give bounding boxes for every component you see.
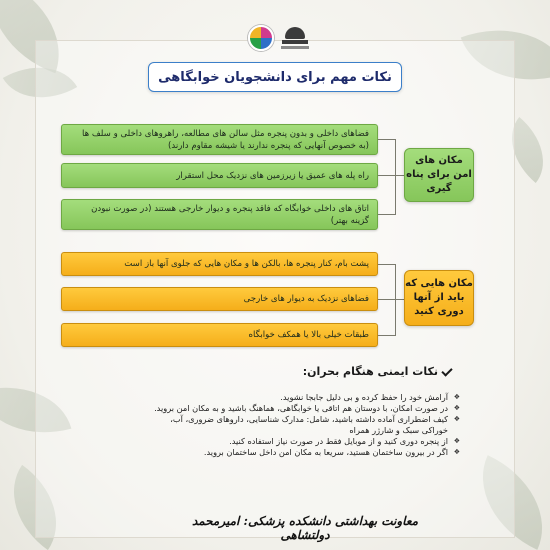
connector-line — [378, 175, 404, 176]
header-logos — [243, 22, 315, 54]
tip-item: ❖ اگر در بیرون ساختمان هستید، سریعا به مکان امن داخل ساختمان بروید. — [150, 447, 460, 458]
connector-line — [378, 335, 396, 336]
page-title: نکات مهم برای دانشجویان خوابگاهی — [148, 62, 402, 92]
connector-line — [378, 214, 396, 215]
safe-group-label: مکان های امن برای پناه گیری — [404, 148, 474, 202]
safe-item-text: فضاهای داخلی و بدون پنجره مثل سالن های مطالعه، راهروهای داخلی و سلف ها (به خصوص آنهایی که پنجره ندارند یا شیشه مقاوم دارند) — [82, 128, 369, 151]
connector-line — [378, 139, 396, 140]
safe-item — [61, 163, 378, 188]
safe-item-text: اتاق های داخلی خوابگاه که فاقد پنجره و دیوار خارجی هستند (در صورت نبودن گزینه بهتر) — [91, 203, 369, 226]
tips-list — [150, 392, 460, 458]
university-logo-icon — [280, 25, 310, 51]
safety-tips — [150, 365, 460, 458]
connector-line — [378, 299, 404, 300]
tip-item: ❖ در صورت امکان، با دوستان هم اتاقی یا خوابگاهی، هماهنگ باشید و به مکان امن بروید. — [150, 403, 460, 414]
connector-line — [395, 264, 396, 336]
safe-item-text: راه پله های عمیق یا زیرزمین های نزدیک محل استقرار — [176, 170, 369, 181]
health-logo-icon — [248, 25, 274, 51]
connector-line — [378, 264, 396, 265]
avoid-item-text: طبقات خیلی بالا یا همکف خوابگاه — [248, 330, 369, 340]
check-icon — [442, 367, 452, 377]
avoid-item — [61, 323, 378, 347]
safe-item — [61, 199, 378, 230]
avoid-item — [61, 287, 378, 311]
tips-heading: نکات ایمنی هنگام بحران: — [150, 365, 460, 378]
avoid-group-label: مکان هایی که باید از آنها دوری کنید — [404, 270, 474, 326]
avoid-item — [61, 252, 378, 276]
safe-item — [61, 124, 378, 155]
avoid-item-text: پشت بام، کنار پنجره ها، بالکن ها و مکان هایی که جلوی آنها باز است — [124, 259, 369, 269]
connector-line — [395, 139, 396, 215]
tip-item: ❖ آرامش خود را حفظ کرده و بی دلیل جابجا نشوید. — [150, 392, 460, 403]
avoid-item-text: فضاهای نزدیک به دیوار های خارجی — [243, 294, 369, 304]
tip-item: ❖ کیف اضطراری آماده داشته باشید، شامل: مدارک شناسایی، داروهای ضروری، آب، خوراکی سبک و شارژر همراه — [150, 414, 460, 436]
tip-item: ❖ از پنجره دوری کنید و از موبایل فقط در صورت نیاز استفاده کنید. — [150, 436, 460, 447]
signature: معاونت بهداشتی دانشکده پزشکی: امیرمحمد دولتشاهی — [191, 514, 419, 542]
